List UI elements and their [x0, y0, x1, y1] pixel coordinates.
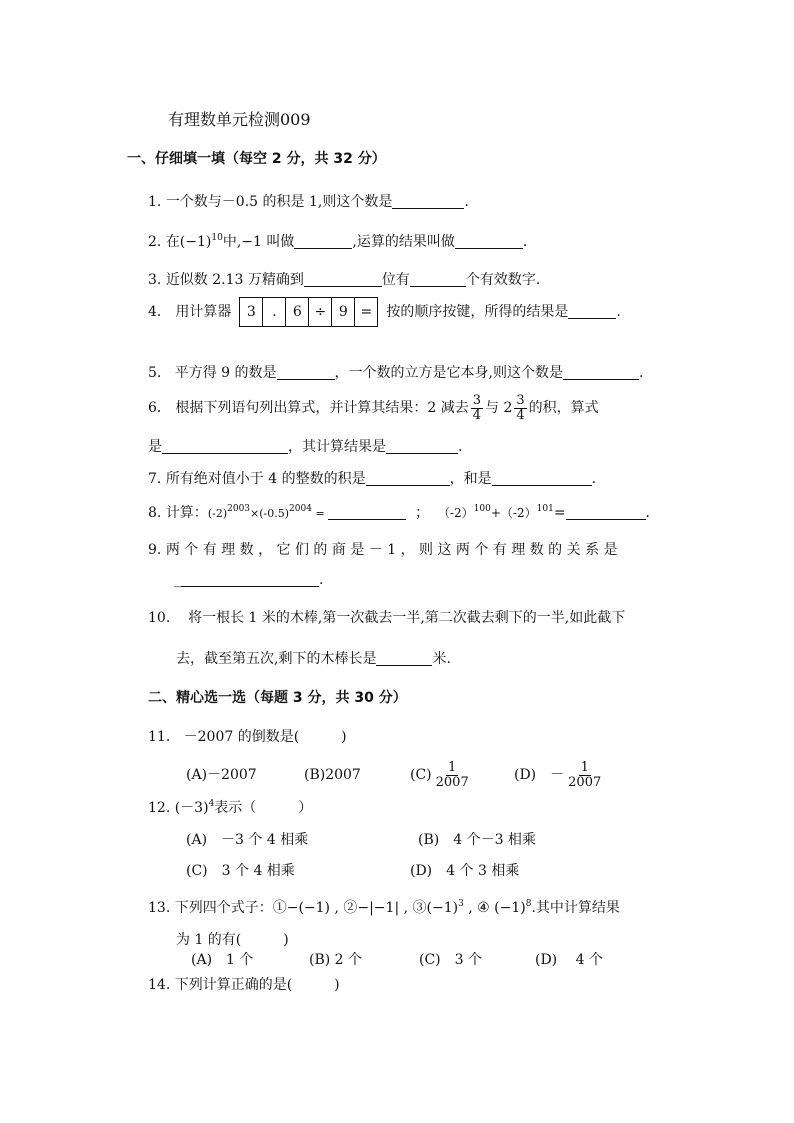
- question-number: 9.: [148, 542, 162, 558]
- question-13-line-2: 为 1 的有( ): [176, 932, 289, 948]
- answer-blank[interactable]: [294, 234, 352, 249]
- answer-blank[interactable]: [328, 505, 406, 520]
- option-c[interactable]: (C) 3 个: [419, 952, 482, 968]
- option-b[interactable]: (B)2007: [304, 767, 361, 783]
- question-3: 3. 近似数 2.13 万精确到 位有 个有效数字.: [148, 272, 541, 288]
- question-1: 1. 一个数与－0.5 的积是 1,则这个数是 .: [148, 194, 469, 210]
- question-10: 10. 将一根长 1 米的木棒,第一次截去一半,第二次截去剩下的一半,如此截下: [148, 610, 626, 626]
- question-13-options: [191, 953, 603, 967]
- question-11-options: [186, 758, 605, 792]
- answer-blank[interactable]: [392, 194, 464, 209]
- calculator-key-9: 9: [332, 298, 355, 326]
- answer-blank[interactable]: [386, 439, 458, 454]
- calculator-keys: [239, 297, 378, 327]
- option-a[interactable]: (A)－2007: [186, 767, 257, 783]
- fraction-three-quarters: $\frac{3}{4}$: [516, 392, 525, 423]
- fraction-three-quarters: $\frac{3}{4}$: [472, 392, 482, 423]
- option-b[interactable]: (B) 4 个－3 相乘: [418, 832, 536, 848]
- question-number: 13.: [148, 900, 171, 916]
- question-number: 12.: [148, 800, 171, 816]
- page-title: 有理数单元检测009: [168, 110, 311, 129]
- question-7: 7. 所有绝对值小于 4 的整数的积是 ，和是 .: [148, 471, 597, 487]
- fraction-one-over-2007: $\frac{1}{2007}$: [568, 759, 602, 790]
- question-6: 6． 根据下列语句列出算式，并计算其结果：2 减去 $\frac{3}{4}$ 与 2 $\frac{3}{4}$ 的积，算式: [148, 392, 599, 423]
- question-11: 11. －2007 的倒数是( ): [148, 729, 347, 745]
- section-2-heading: 二、精心选一选（每题 3 分，共 30 分）: [148, 690, 407, 706]
- calculator-key-3: 3: [240, 298, 263, 326]
- calculator-key-dot: .: [263, 298, 286, 326]
- question-number: 14.: [148, 977, 171, 993]
- calculator-key-equals: =: [360, 304, 373, 320]
- question-number: 10.: [148, 610, 171, 626]
- question-14: 14. 下列计算正确的是( ): [148, 977, 340, 993]
- option-b[interactable]: (B) 2 个: [309, 952, 363, 968]
- option-a[interactable]: (A) 1 个: [191, 952, 254, 968]
- option-c[interactable]: (C) 3 个 4 相乘: [186, 863, 295, 879]
- answer-blank[interactable]: [376, 651, 432, 666]
- exponent: 10: [211, 233, 223, 243]
- question-9: 9. 两 个 有 理 数 ， 它 们 的 商 是 － 1 ， 则 这 两 个 有 理 数 的 关 系 是: [148, 542, 618, 558]
- question-number: 1.: [148, 194, 162, 210]
- option-c[interactable]: (C) $\frac{1}{2007}$: [410, 759, 469, 790]
- question-number: 7.: [148, 471, 162, 487]
- question-6-line-2: 是 ，其计算结果是 .: [148, 439, 463, 455]
- question-12-options-row-2: [186, 864, 519, 878]
- question-number: 4．: [148, 304, 171, 320]
- question-number: 2.: [148, 234, 162, 250]
- answer-blank[interactable]: [568, 304, 616, 319]
- answer-blank[interactable]: [277, 365, 335, 380]
- answer-blank[interactable]: [455, 234, 523, 249]
- question-number: 6．: [148, 400, 171, 416]
- question-13: 13. 下列四个式子：①−(−1) , ②−|−1| , $③(-1)^3$ , ④ $(-1)^8$.其中计算结果: [148, 899, 620, 916]
- question-8: 8. 计算：$(-2)^{2003}\times(-0.5)^{2004}$ = ； $(-2)^{100}+(-2)^{101}=$ .: [148, 504, 650, 521]
- question-text: 一个数与－0.5 的积是 1,则这个数是: [165, 194, 393, 210]
- answer-blank[interactable]: [566, 505, 646, 520]
- question-number: 3.: [148, 272, 162, 288]
- question-number: 5.: [148, 365, 162, 381]
- answer-blank[interactable]: [492, 471, 592, 486]
- option-d[interactable]: (D) 4 个: [535, 952, 603, 968]
- calculator-key-6: 6: [286, 298, 309, 326]
- question-number: 11.: [148, 729, 171, 745]
- answer-blank[interactable]: [366, 471, 450, 486]
- option-d[interactable]: (D) 4 个 3 相乘: [410, 863, 520, 879]
- answer-blank[interactable]: [304, 272, 382, 287]
- question-2: 2. 在$(-1)^{10}$中,−1 叫做 ,运算的结果叫做 .: [148, 233, 528, 250]
- answer-blank[interactable]: [162, 439, 288, 454]
- question-9-line-2: _ .: [174, 572, 324, 588]
- fraction-one-over-2007: $\frac{1}{2007}$: [435, 759, 469, 790]
- question-5: 5. 平方得 9 的数是 ，一个数的立方是它本身,则这个数是 .: [148, 365, 644, 381]
- question-12: 12. $(-3)^4$表示（ ）: [148, 799, 313, 816]
- calculator-key-divide: ÷: [309, 298, 332, 326]
- question-10-line-2: 去，截至第五次,剩下的木棒长是 米.: [176, 651, 451, 667]
- option-a[interactable]: (A) －3 个 4 相乘: [186, 832, 309, 848]
- section-1-heading: 一、仔细填一填（每空 2 分，共 32 分）: [127, 151, 386, 167]
- question-12-options-row-1: [186, 833, 536, 847]
- option-d[interactable]: (D) － $\frac{1}{2007}$: [514, 759, 602, 790]
- question-4: 4． 用计算器 3 . 6 ÷ 9 = 按的顺序按键，所得的结果是 .: [148, 297, 621, 327]
- question-number: 8.: [148, 505, 162, 521]
- answer-blank[interactable]: [563, 365, 639, 380]
- answer-blank[interactable]: [410, 272, 466, 287]
- answer-blank[interactable]: [181, 572, 319, 587]
